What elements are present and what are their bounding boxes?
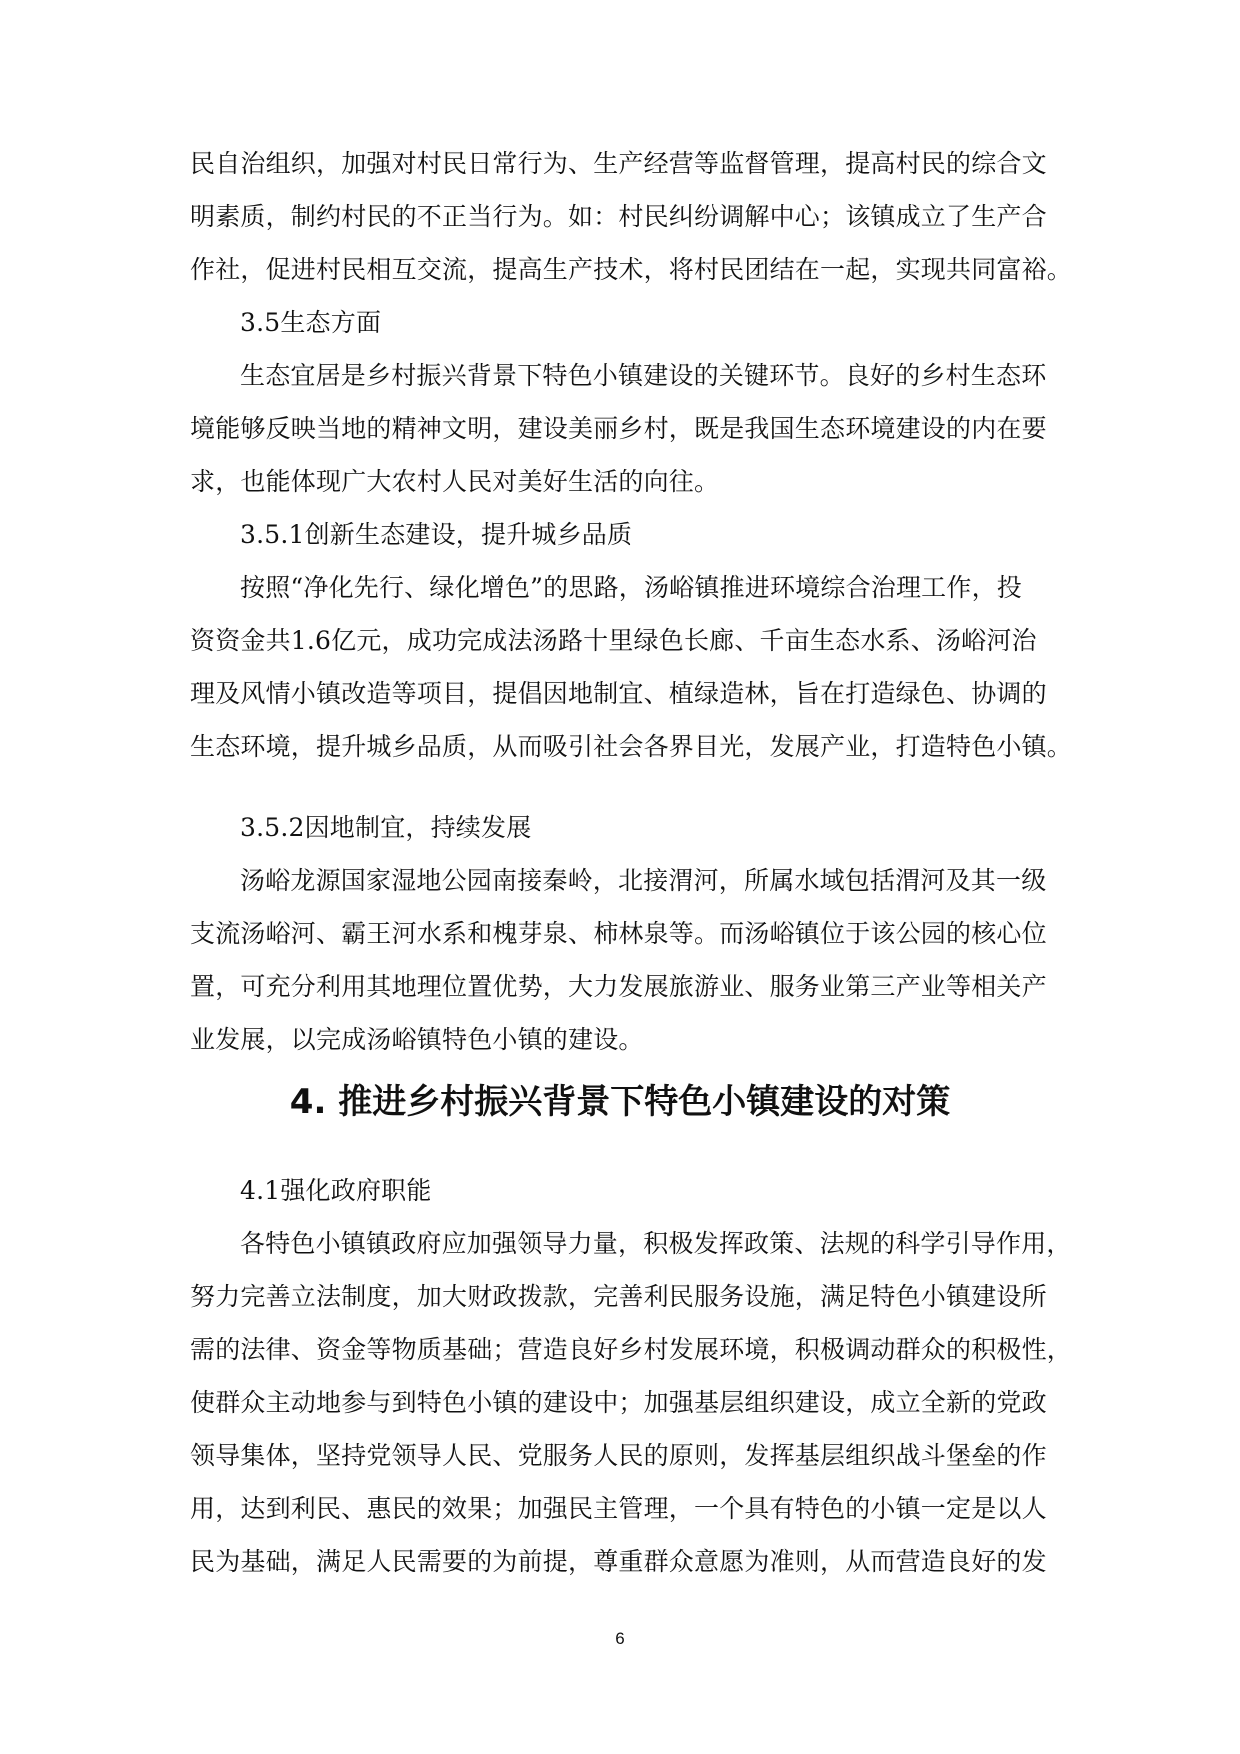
body-text-line: 支流汤峪河、霸王河水系和槐芽泉、柿林泉等。而汤峪镇位于该公园的核心位: [190, 919, 1047, 948]
body-text-line: 各特色小镇镇政府应加强领导力量，积极发挥政策、法规的科学引导作用，: [240, 1229, 1072, 1258]
body-text-line: 努力完善立法制度，加大财政拨款，完善利民服务设施，满足特色小镇建设所: [190, 1282, 1047, 1311]
body-text-line: 民自治组织，加强对村民日常行为、生产经营等监督管理，提高村民的综合文: [190, 149, 1047, 178]
body-text-line: 资资金共1.6亿元，成功完成法汤路十里绿色长廊、千亩生态水系、汤峪河治: [190, 626, 1037, 655]
section-title-3-5: 3.5生态方面: [240, 308, 382, 337]
section-title-3-5-1: 3.5.1创新生态建设，提升城乡品质: [240, 520, 633, 549]
body-text-line: 用，达到利民、惠民的效果；加强民主管理，一个具有特色的小镇一定是以人: [190, 1494, 1047, 1523]
body-text-line: 按照“净化先行、绿化增色”的思路，汤峪镇推进环境综合治理工作，投: [240, 573, 1022, 602]
body-text-line: 需的法律、资金等物质基础；营造良好乡村发展环境，积极调动群众的积极性，: [190, 1335, 1073, 1364]
body-text-line: 置，可充分利用其地理位置优势，大力发展旅游业、服务业第三产业等相关产: [190, 972, 1047, 1001]
body-text-line: 业发展，以完成汤峪镇特色小镇的建设。: [190, 1025, 644, 1054]
body-text-line: 境能够反映当地的精神文明，建设美丽乡村，既是我国生态环境建设的内在要: [190, 414, 1047, 443]
chapter-heading: 4. 推进乡村振兴背景下特色小镇建设的对策: [289, 1082, 951, 1122]
body-text-line: 民为基础，满足人民需要的为前提，尊重群众意愿为准则，从而营造良好的发: [190, 1547, 1047, 1576]
body-text-line: 求，也能体现广大农村人民对美好生活的向往。: [190, 467, 720, 496]
body-text-line: 理及风情小镇改造等项目，提倡因地制宜、植绿造林，旨在打造绿色、协调的: [190, 679, 1047, 708]
body-text-line: 生态环境，提升城乡品质，从而吸引社会各界目光，发展产业，打造特色小镇。: [190, 732, 1073, 761]
body-text-line: 明素质，制约村民的不正当行为。如：村民纠纷调解中心；该镇成立了生产合: [190, 202, 1047, 231]
section-title-3-5-2: 3.5.2因地制宜，持续发展: [240, 813, 532, 842]
page-number: 6: [615, 1629, 625, 1648]
body-text-line: 作社，促进村民相互交流，提高生产技术，将村民团结在一起，实现共同富裕。: [190, 255, 1073, 284]
body-text-line: 使群众主动地参与到特色小镇的建设中；加强基层组织建设，成立全新的党政: [190, 1388, 1047, 1417]
body-text-line: 生态宜居是乡村振兴背景下特色小镇建设的关键环节。良好的乡村生态环: [240, 361, 1047, 390]
body-text-line: 汤峪龙源国家湿地公园南接秦岭，北接渭河，所属水域包括渭河及其一级: [240, 866, 1047, 895]
body-text-line: 领导集体，坚持党领导人民、党服务人民的原则，发挥基层组织战斗堡垒的作: [190, 1441, 1047, 1470]
section-title-4-1: 4.1强化政府职能: [240, 1176, 432, 1205]
